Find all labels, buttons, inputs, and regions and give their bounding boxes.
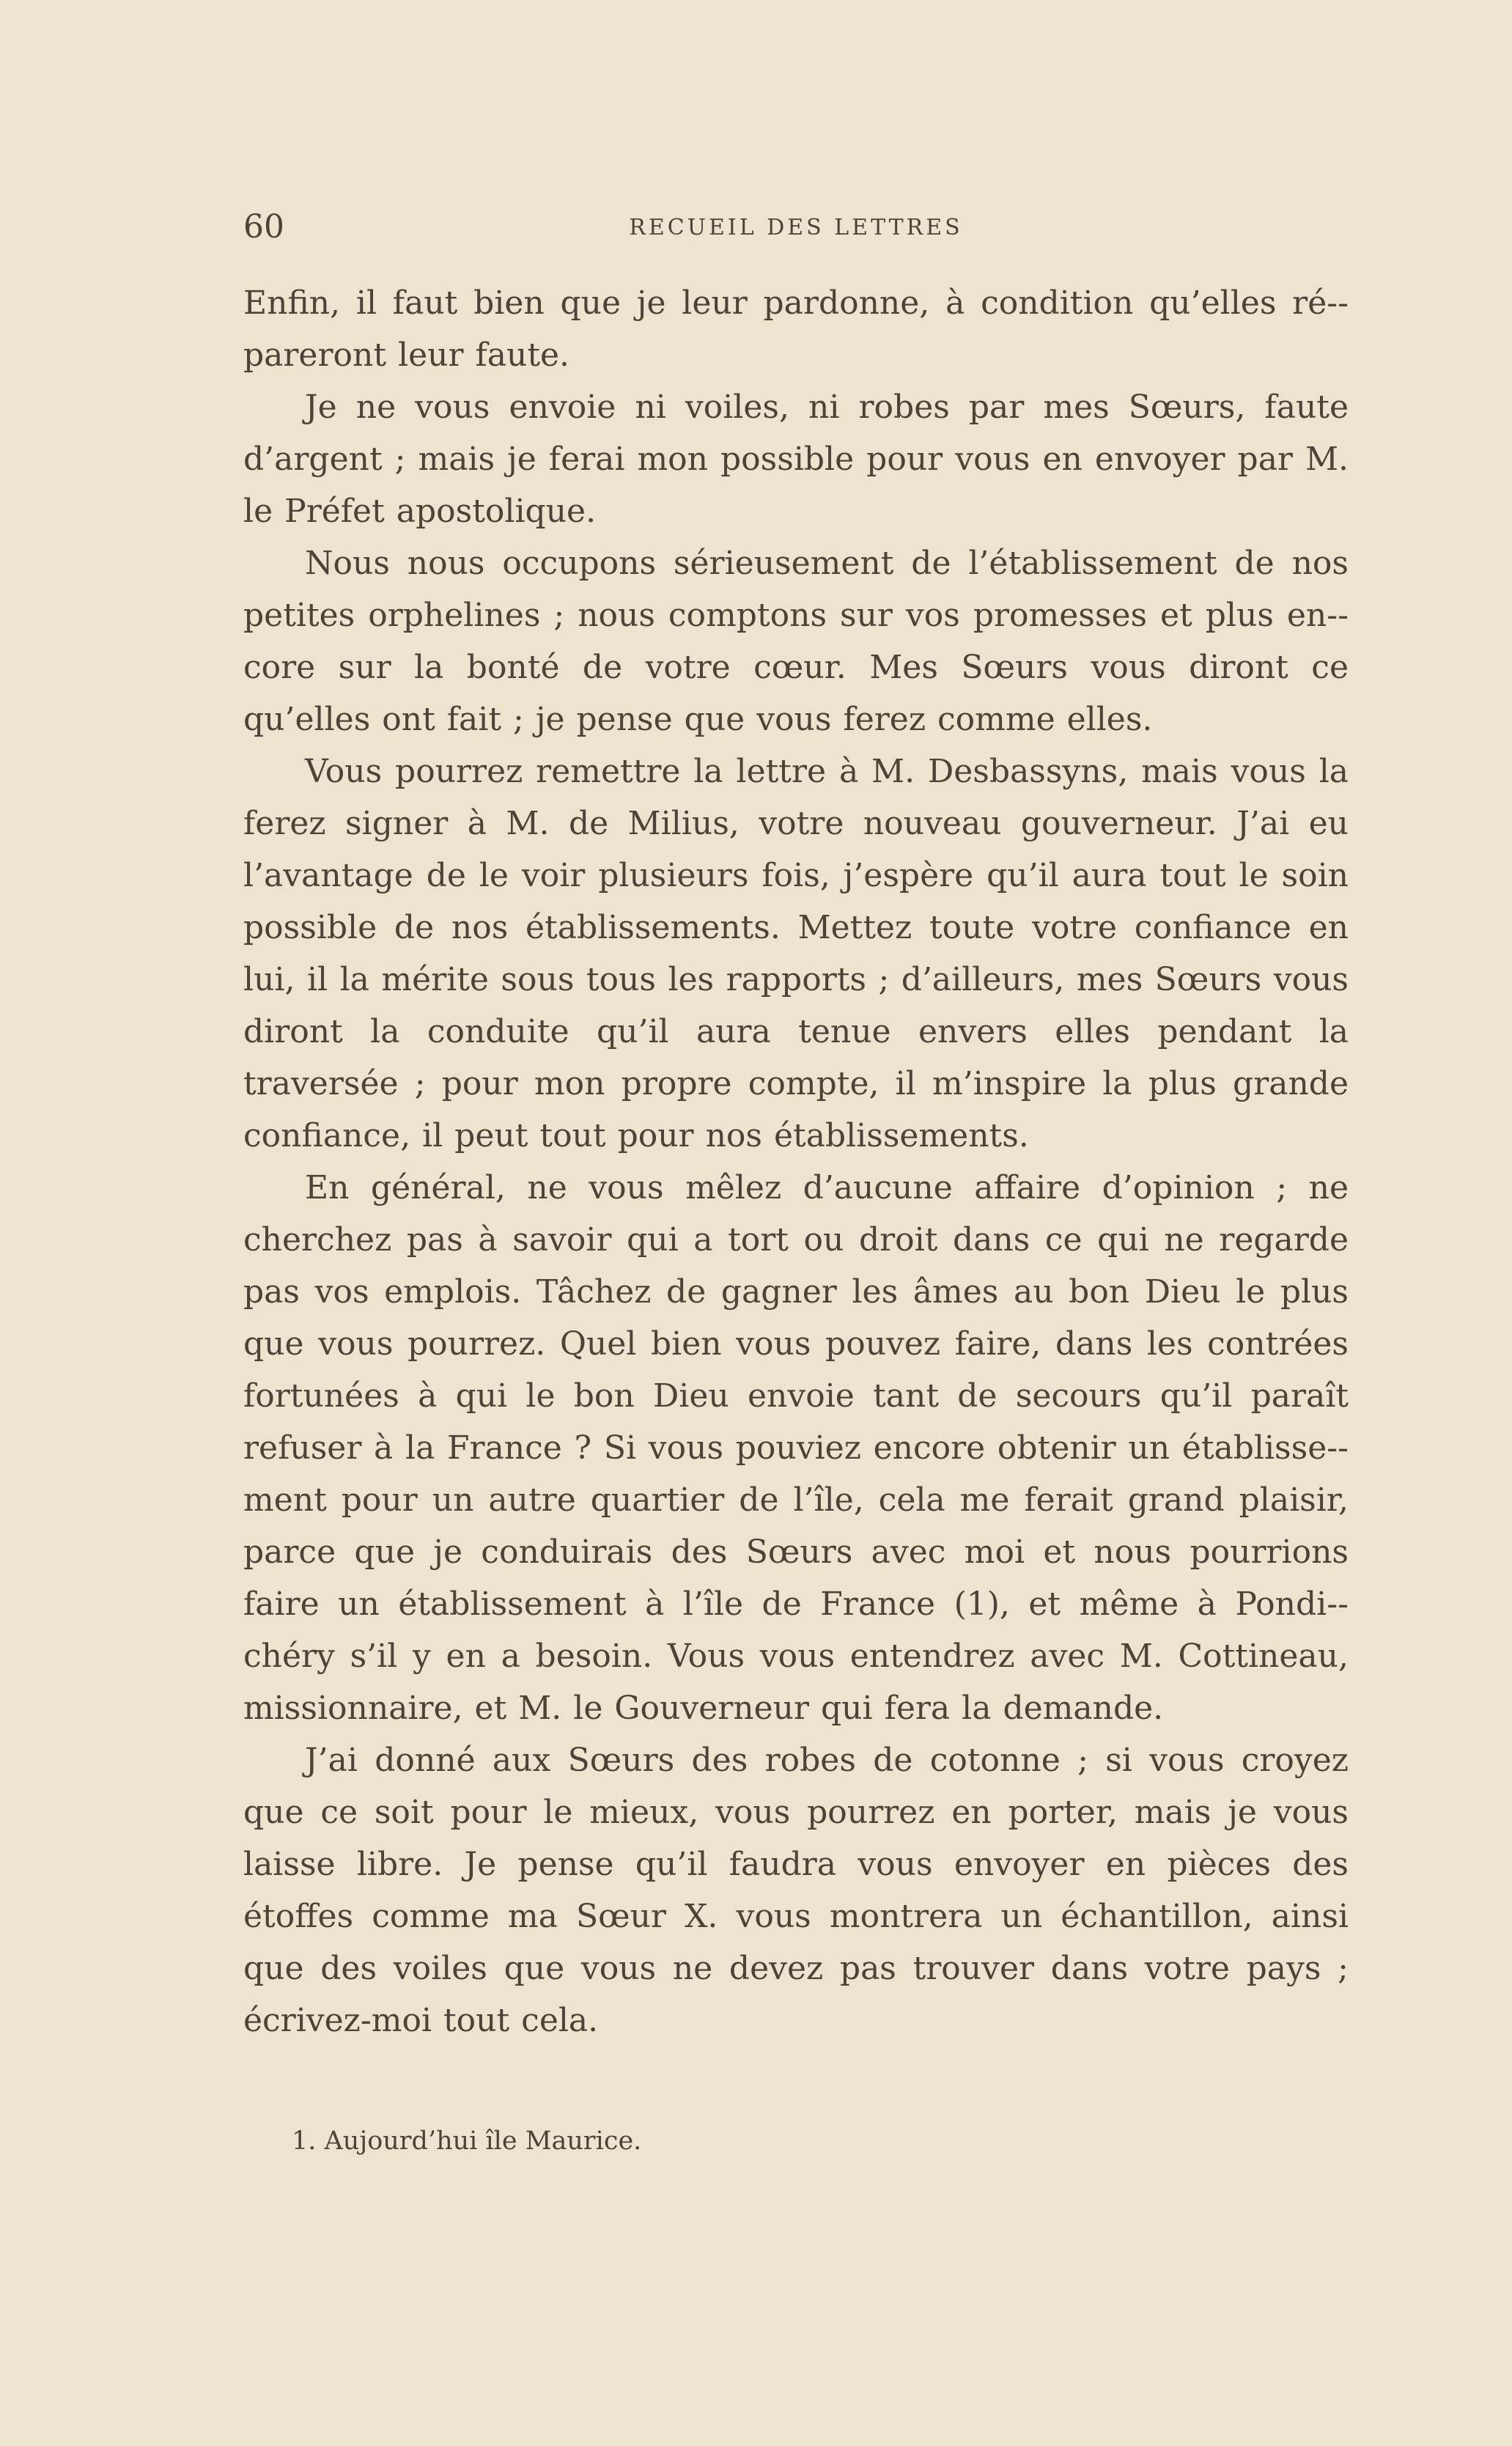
page-number: 60 <box>243 208 284 246</box>
paragraph: Enfin, il faut bien que je leur pardonne, à condition qu’elles ré-pareront leur faute. <box>243 284 1349 374</box>
paragraph: Je ne vous envoie ni voiles, ni robes par mes Sœurs, faute d’argent ; mais je ferai mon possible pour vous en envoyer par M. le Préfet apostolique. <box>243 388 1349 530</box>
running-title: RECUEIL DES LETTRES <box>629 215 963 240</box>
paragraph: Nous nous occupons sérieusement de l’établissement de nos petites orphelines ; nous comptons sur vos promesses et plus en-core sur la bonté de votre cœur. Mes Sœurs vous diront ce qu’elles ont fait ; je pense que vous ferez comme elles. <box>243 545 1349 738</box>
page-header <box>243 205 1349 249</box>
letter-body <box>243 277 1349 2047</box>
paragraph: En général, ne vous mêlez d’aucune affaire d’opinion ; ne cherchez pas à savoir qui a tort ou droit dans ce qui ne regarde pas vos emplois. Tâchez de gagner les âmes au bon Dieu le plus que vous pourrez. Quel bien vous pouvez faire, dans les contrées fortunées à qui le bon Dieu envoie tant de secours qu’il paraît refuser à la France ? Si vous pouviez encore obtenir un établisse-ment pour un autre quartier de l’île, cela me ferait grand plaisir, parce que je conduirais des Sœurs avec moi et nous pourrions faire un établissement à l’île de France (1), et même à Pondi-chéry s’il y en a besoin. Vous vous entendrez avec M. Cottineau, missionnaire, et M. le Gouverneur qui fera la demande. <box>243 1169 1349 1727</box>
paragraph: J’ai donné aux Sœurs des robes de cotonne ; si vous croyez que ce soit pour le mieux, vous pourrez en porter, mais je vous laisse libre. Je pense qu’il faudra vous envoyer en pièces des étoffes comme ma Sœur X. vous montrera un échantillon, ainsi que des voiles que vous ne devez pas trouver dans votre pays ; écrivez-moi tout cela. <box>243 1742 1349 2039</box>
footnote: 1. Aujourd’hui île Maurice. <box>292 2126 642 2156</box>
paragraph: Vous pourrez remettre la lettre à M. Desbassyns, mais vous la ferez signer à M. de Milius, votre nouveau gouverneur. J’ai eu l’avantage de le voir plusieurs fois, j’espère qu’il aura tout le soin possible de nos établissements. Mettez toute votre confiance en lui, il la mérite sous tous les rapports ; d’ailleurs, mes Sœurs vous diront la conduite qu’il aura tenue envers elles pendant la traversée ; pour mon propre compte, il m’inspire la plus grande confiance, il peut tout pour nos établissements. <box>243 753 1349 1154</box>
